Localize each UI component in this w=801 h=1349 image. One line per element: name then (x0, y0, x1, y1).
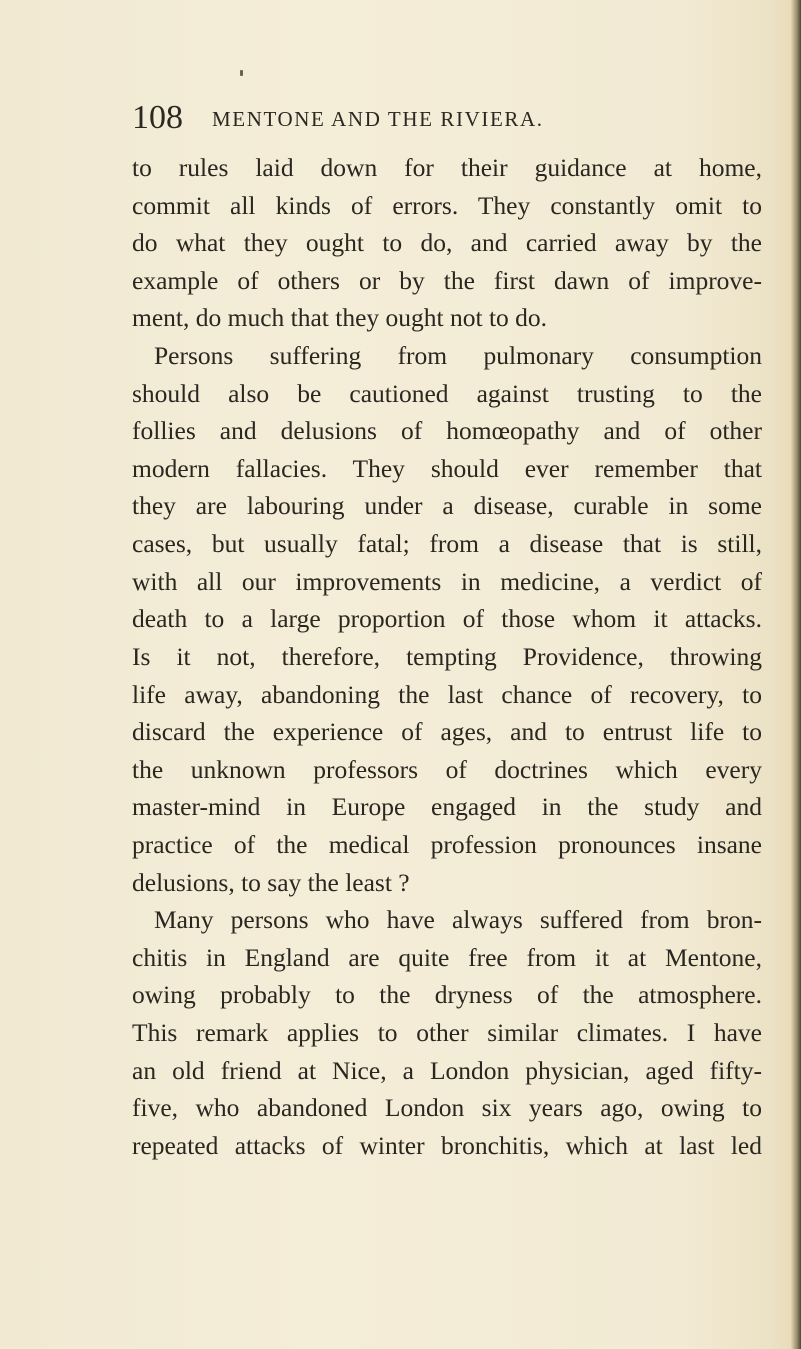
page-edge-shadow (791, 0, 801, 1349)
text-line: discard the experience of ages, and to entrust life to (132, 717, 762, 747)
text-line: Is it not, therefore, tempting Providence, throwing (132, 641, 762, 671)
text-line: with all our improvements in medicine, a verdict of (132, 566, 762, 596)
text-line: Many persons who have always suffered from bron- (154, 905, 762, 935)
text-line: do what they ought to do, and carried away by the (132, 228, 762, 258)
text-line: follies and delusions of homœopathy and of other (132, 416, 762, 446)
text-line: death to a large proportion of those whom it attacks. (132, 604, 762, 634)
text-line: master-mind in Europe engaged in the study and (132, 792, 762, 822)
text-line: should also be cautioned against trusting to the (132, 378, 762, 408)
text-line: repeated attacks of winter bronchitis, which at last led (132, 1130, 762, 1160)
text-line: owing probably to the dryness of the atmosphere. (132, 980, 762, 1010)
text-line: life away, abandoning the last chance of recovery, to (132, 679, 762, 709)
page-header (132, 98, 632, 138)
body-text (132, 149, 762, 1164)
text-line: This remark applies to other similar climates. I have (132, 1018, 762, 1048)
text-line: to rules laid down for their guidance at home, (132, 153, 762, 182)
text-line: commit all kinds of errors. They constantly omit to (132, 190, 762, 220)
text-line: delusions, to say the least ? (132, 867, 410, 897)
text-line: cases, but usually fatal; from a disease that is still, (132, 529, 762, 559)
running-head: MENTONE AND THE RIVIERA. (212, 107, 544, 131)
text-line: chitis in England are quite free from it at Mentone, (132, 942, 762, 972)
text-line: they are labouring under a disease, curable in some (132, 491, 762, 521)
ink-speck (240, 70, 243, 76)
text-line: example of others or by the first dawn of improve- (132, 265, 762, 295)
page-number: 108 (132, 99, 183, 136)
text-line: the unknown professors of doctrines which every (132, 754, 762, 784)
text-line: five, who abandoned London six years ago, owing to (132, 1093, 762, 1123)
text-line: Persons suffering from pulmonary consumption (154, 341, 762, 371)
text-line: ment, do much that they ought not to do. (132, 303, 548, 333)
text-line: an old friend at Nice, a London physician, aged fifty- (132, 1055, 762, 1085)
text-line: practice of the medical profession pronounces insane (132, 829, 762, 859)
text-line: modern fallacies. They should ever remember that (132, 453, 762, 483)
